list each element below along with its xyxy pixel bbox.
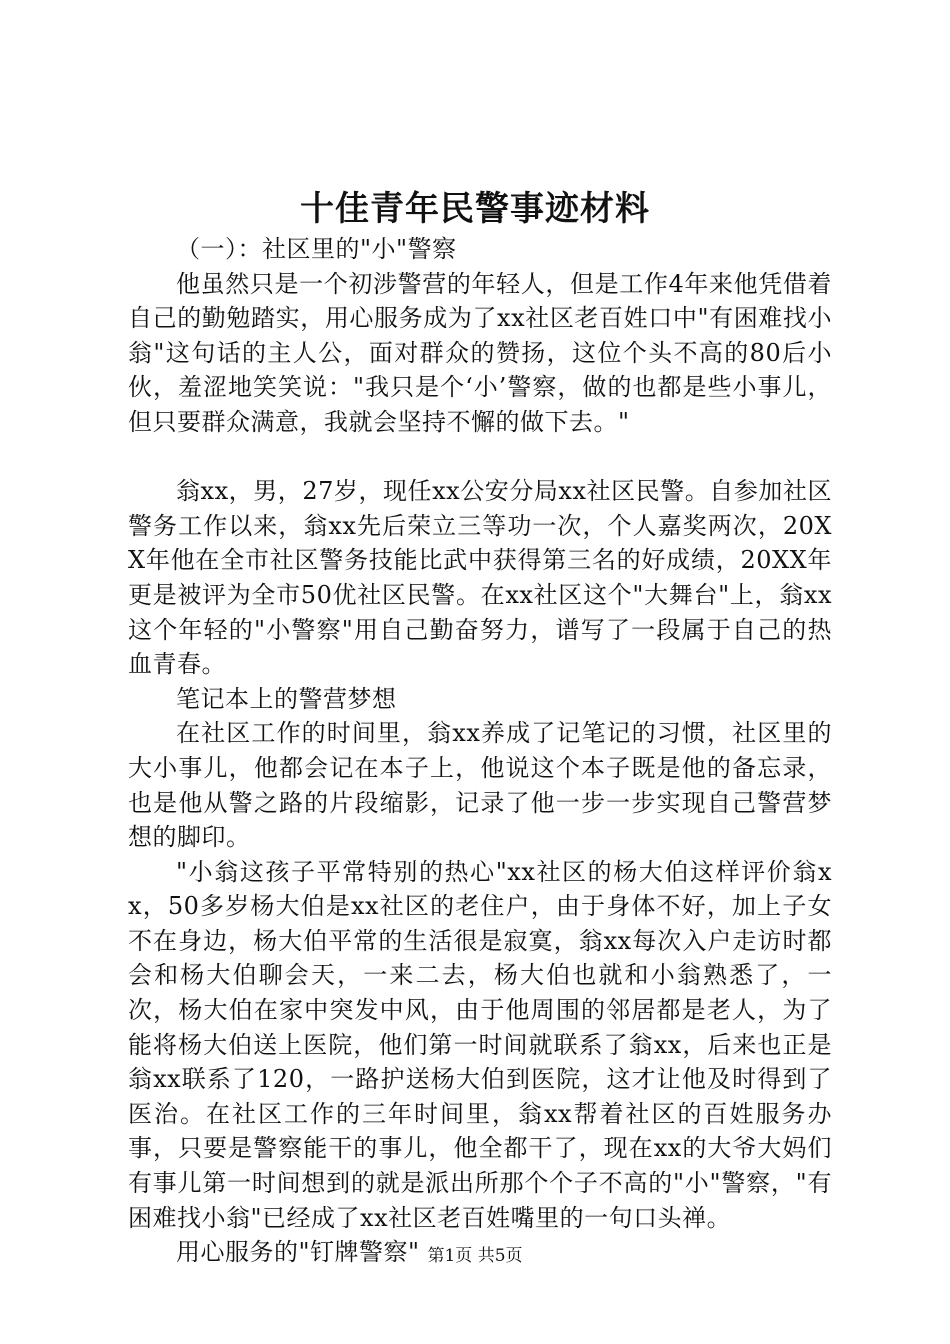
paragraph-spacer	[128, 440, 832, 475]
paragraph: 翁xx，男，27岁，现任xx公安分局xx社区民警。自参加社区警务工作以来，翁xx先后荣立三等功一次，个人嘉奖两次，20XX年他在全市社区警务技能比武中获得第三名的好成绩，20XX年更是被评为全市50优社区民警。在xx社区这个"大舞台"上，翁xx这个年轻的"小警察"用自己勤奋努力，谱写了一段属于自己的热血青春。	[128, 477, 832, 679]
paragraph: 他虽然只是一个初涉警营的年轻人，但是工作4年来他凭借着自己的勤勉踏实，用心服务成为了xx社区老百姓口中"有困难找小翁"这句话的主人公，面对群众的赞扬，这位个头不高的80后小伙，羞涩地笑笑说："我只是个‘小’警察，做的也都是些小事儿，但只要群众满意，我就会坚持不懈的做下去。"	[128, 269, 832, 436]
document-body	[128, 232, 832, 1270]
subsection-heading: 用心服务的"钉牌警察"	[176, 1238, 420, 1267]
section-heading: （一）：社区里的"小"警察	[176, 235, 457, 263]
subsection-heading: 笔记本上的警营梦想	[176, 684, 397, 713]
document-title: 十佳青年民警事迹材料	[300, 189, 650, 229]
paragraph: 在社区工作的时间里，翁xx养成了记笔记的习惯，社区里的大小事儿，他都会记在本子上，他说这个本子既是他的备忘录，也是他从警之路的片段缩影，记录了他一步一步实现自己警营梦想的脚印。	[128, 719, 832, 852]
paragraph: "小翁这孩子平常特别的热心"xx社区的杨大伯这样评价翁xx，50多岁杨大伯是xx社区的老住户，由于身体不好，加上子女不在身边，杨大伯平常的生活很是寂寞，翁xx每次入户走访时都会和杨大伯聊会天，一来二去，杨大伯也就和小翁熟悉了，一次，杨大伯在家中突发中风，由于他周围的邻居都是老人，为了能将杨大伯送上医院，他们第一时间就联系了翁xx，后来也正是翁xx联系了120，一路护送杨大伯到医院，这才让他及时得到了医治。在社区工作的三年时间里，翁xx帮着社区的百姓服务办事，只要是警察能干的事儿，他全都干了，现在xx的大爷大妈们有事儿第一时间想到的就是派出所那个个子不高的"小"警察，"有困难找小翁"已经成了xx社区老百姓嘴里的一句口头禅。	[128, 857, 832, 1232]
page-footer: 第1页 共5页	[427, 1246, 523, 1266]
